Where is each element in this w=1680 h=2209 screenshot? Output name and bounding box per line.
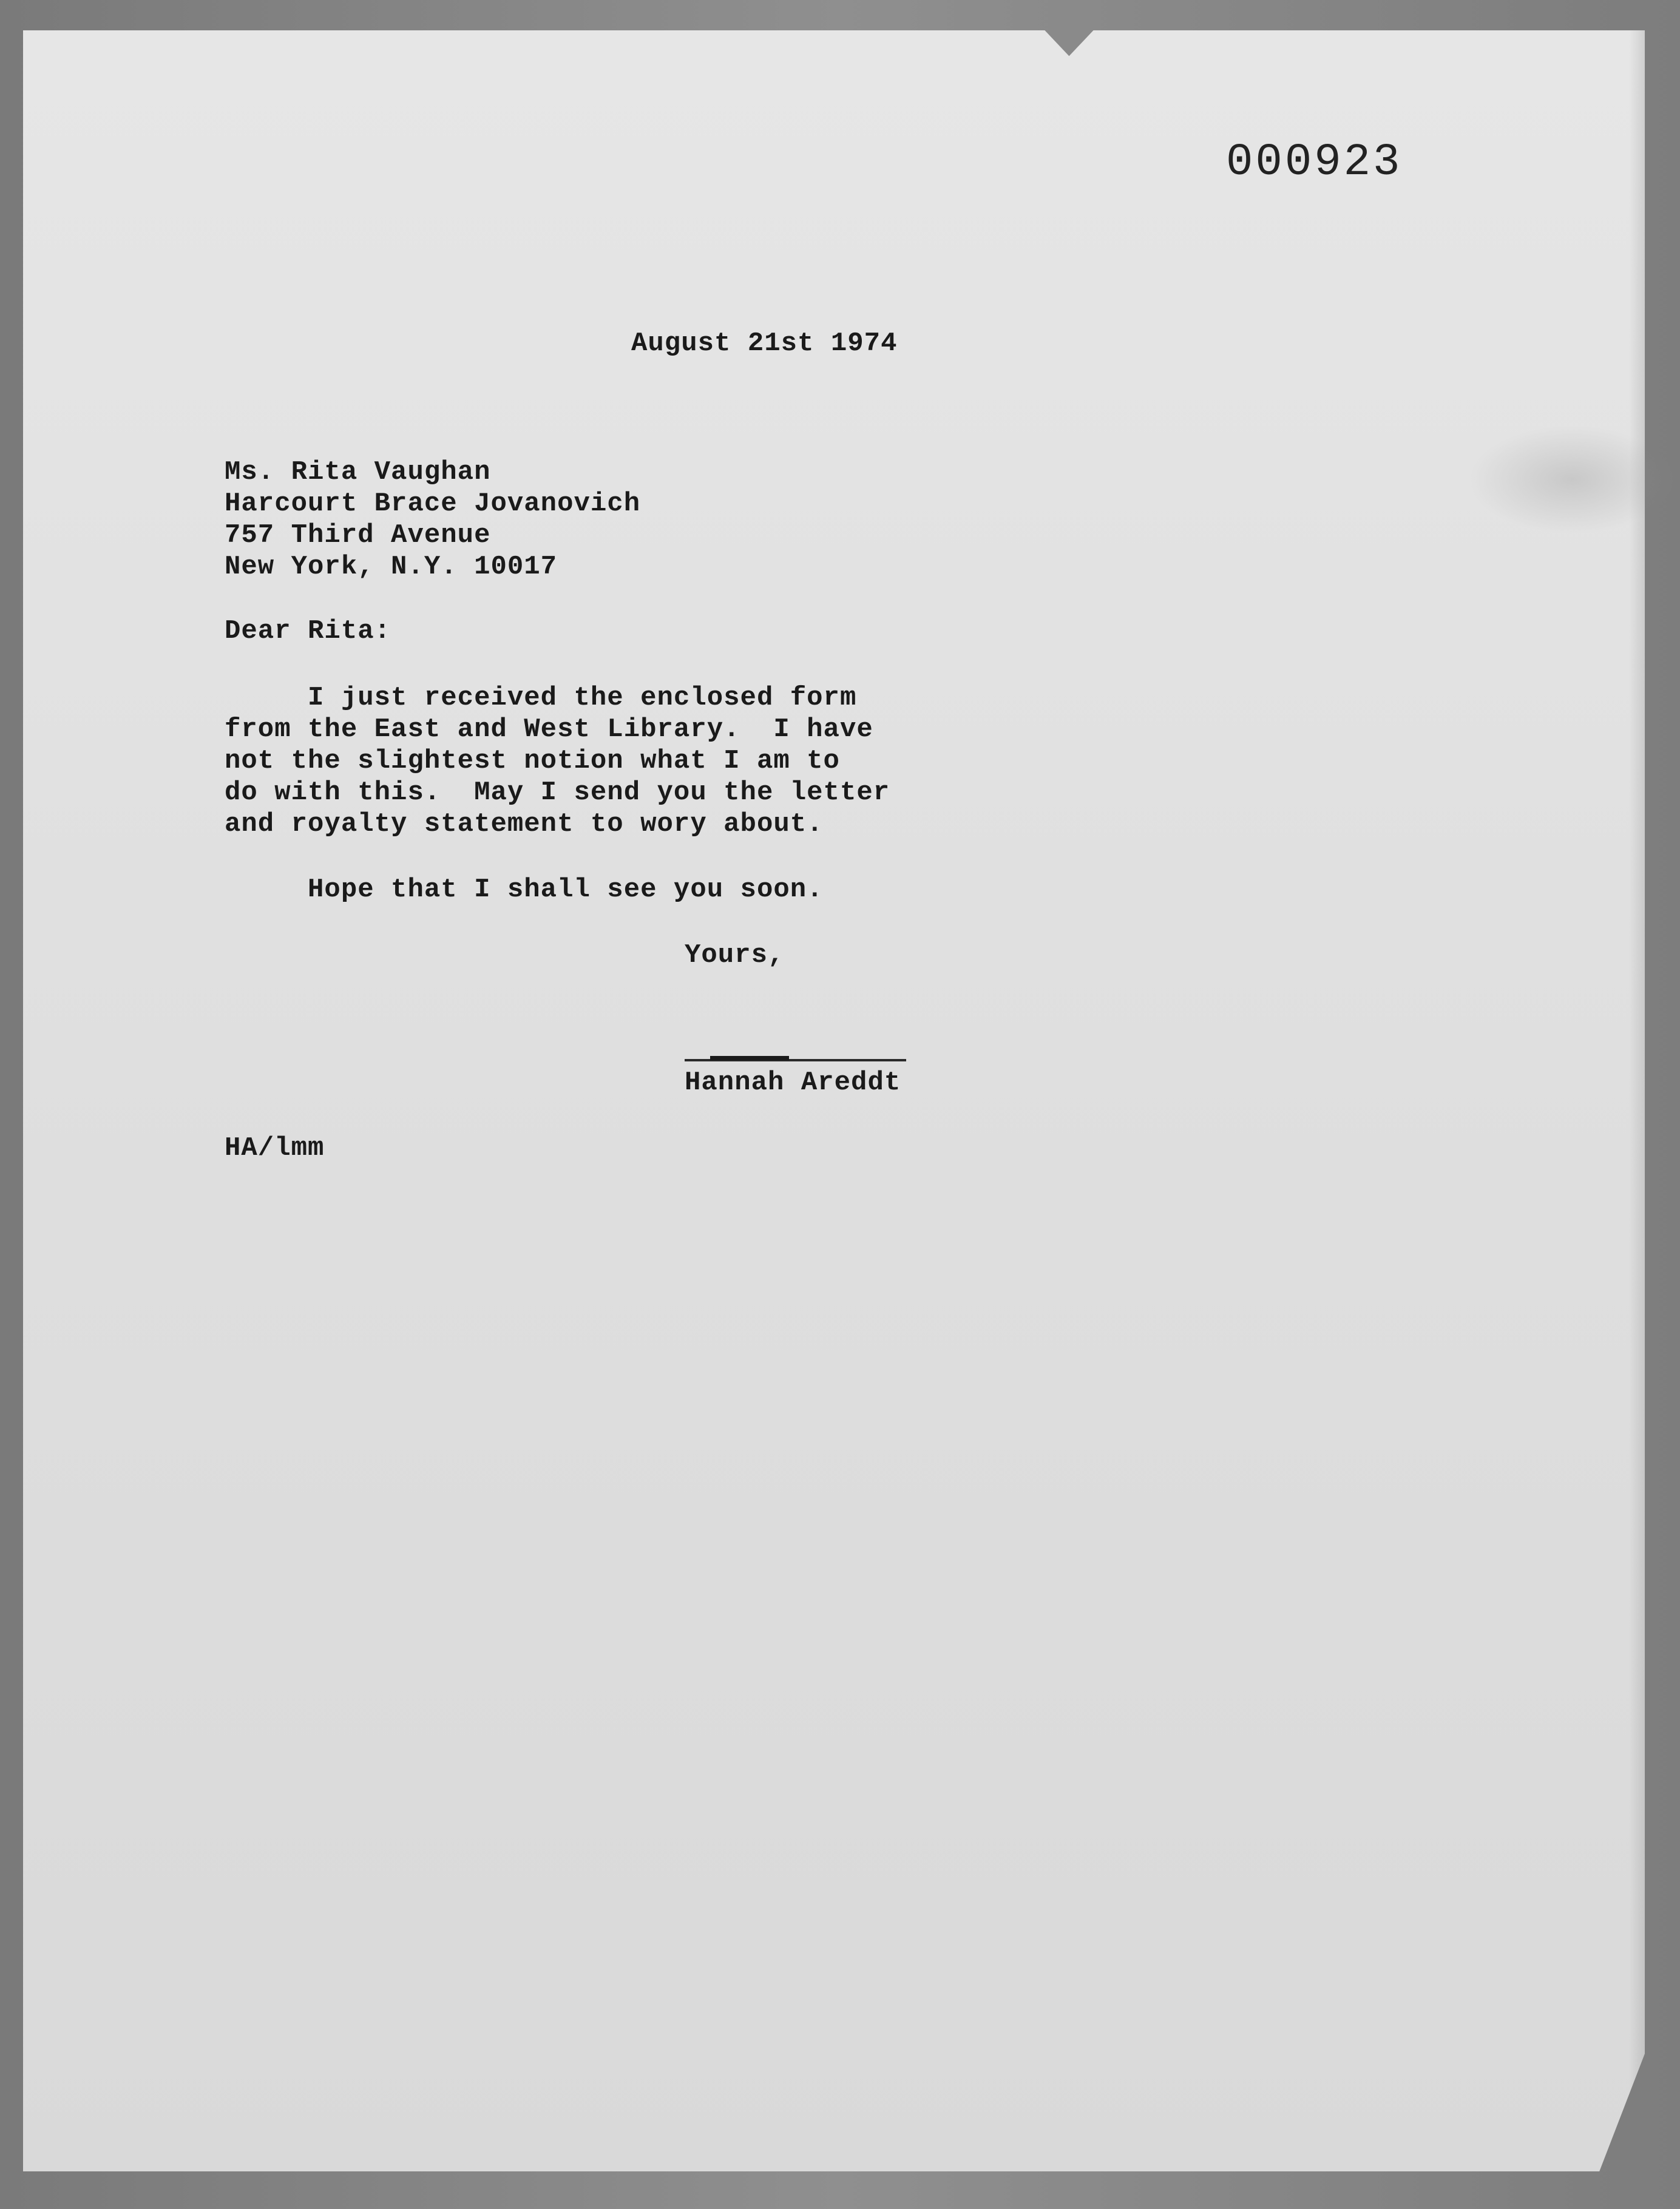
page-edge-shadow [1629, 30, 1645, 2171]
letter-date: August 21st 1974 [631, 328, 898, 359]
recipient-address [225, 456, 640, 583]
salutation: Dear Rita: [225, 616, 391, 646]
recipient-street: 757 Third Avenue [225, 520, 491, 550]
signer-name: Hannah Areddt [685, 1067, 901, 1098]
page-smudge [1469, 425, 1675, 534]
recipient-name: Ms. Rita Vaughan [225, 457, 491, 487]
closing-paragraph: Hope that I shall see you soon. [225, 874, 824, 905]
body-line: and royalty statement to wory about. [225, 809, 824, 839]
recipient-city: New York, N.Y. 10017 [225, 552, 558, 582]
body-line: I just received the enclosed form [225, 683, 857, 713]
document-number: 000923 [1226, 137, 1403, 188]
valediction: Yours, [685, 940, 785, 970]
body-line: not the slightest notion what I am to [225, 746, 840, 776]
body-line: from the East and West Library. I have [225, 714, 873, 745]
body-paragraph [225, 682, 890, 840]
recipient-company: Harcourt Brace Jovanovich [225, 489, 641, 519]
reference-initials: HA/lmm [225, 1133, 325, 1163]
signature-strike-mark [710, 1056, 789, 1060]
body-line: do with this. May I send you the letter [225, 777, 890, 808]
